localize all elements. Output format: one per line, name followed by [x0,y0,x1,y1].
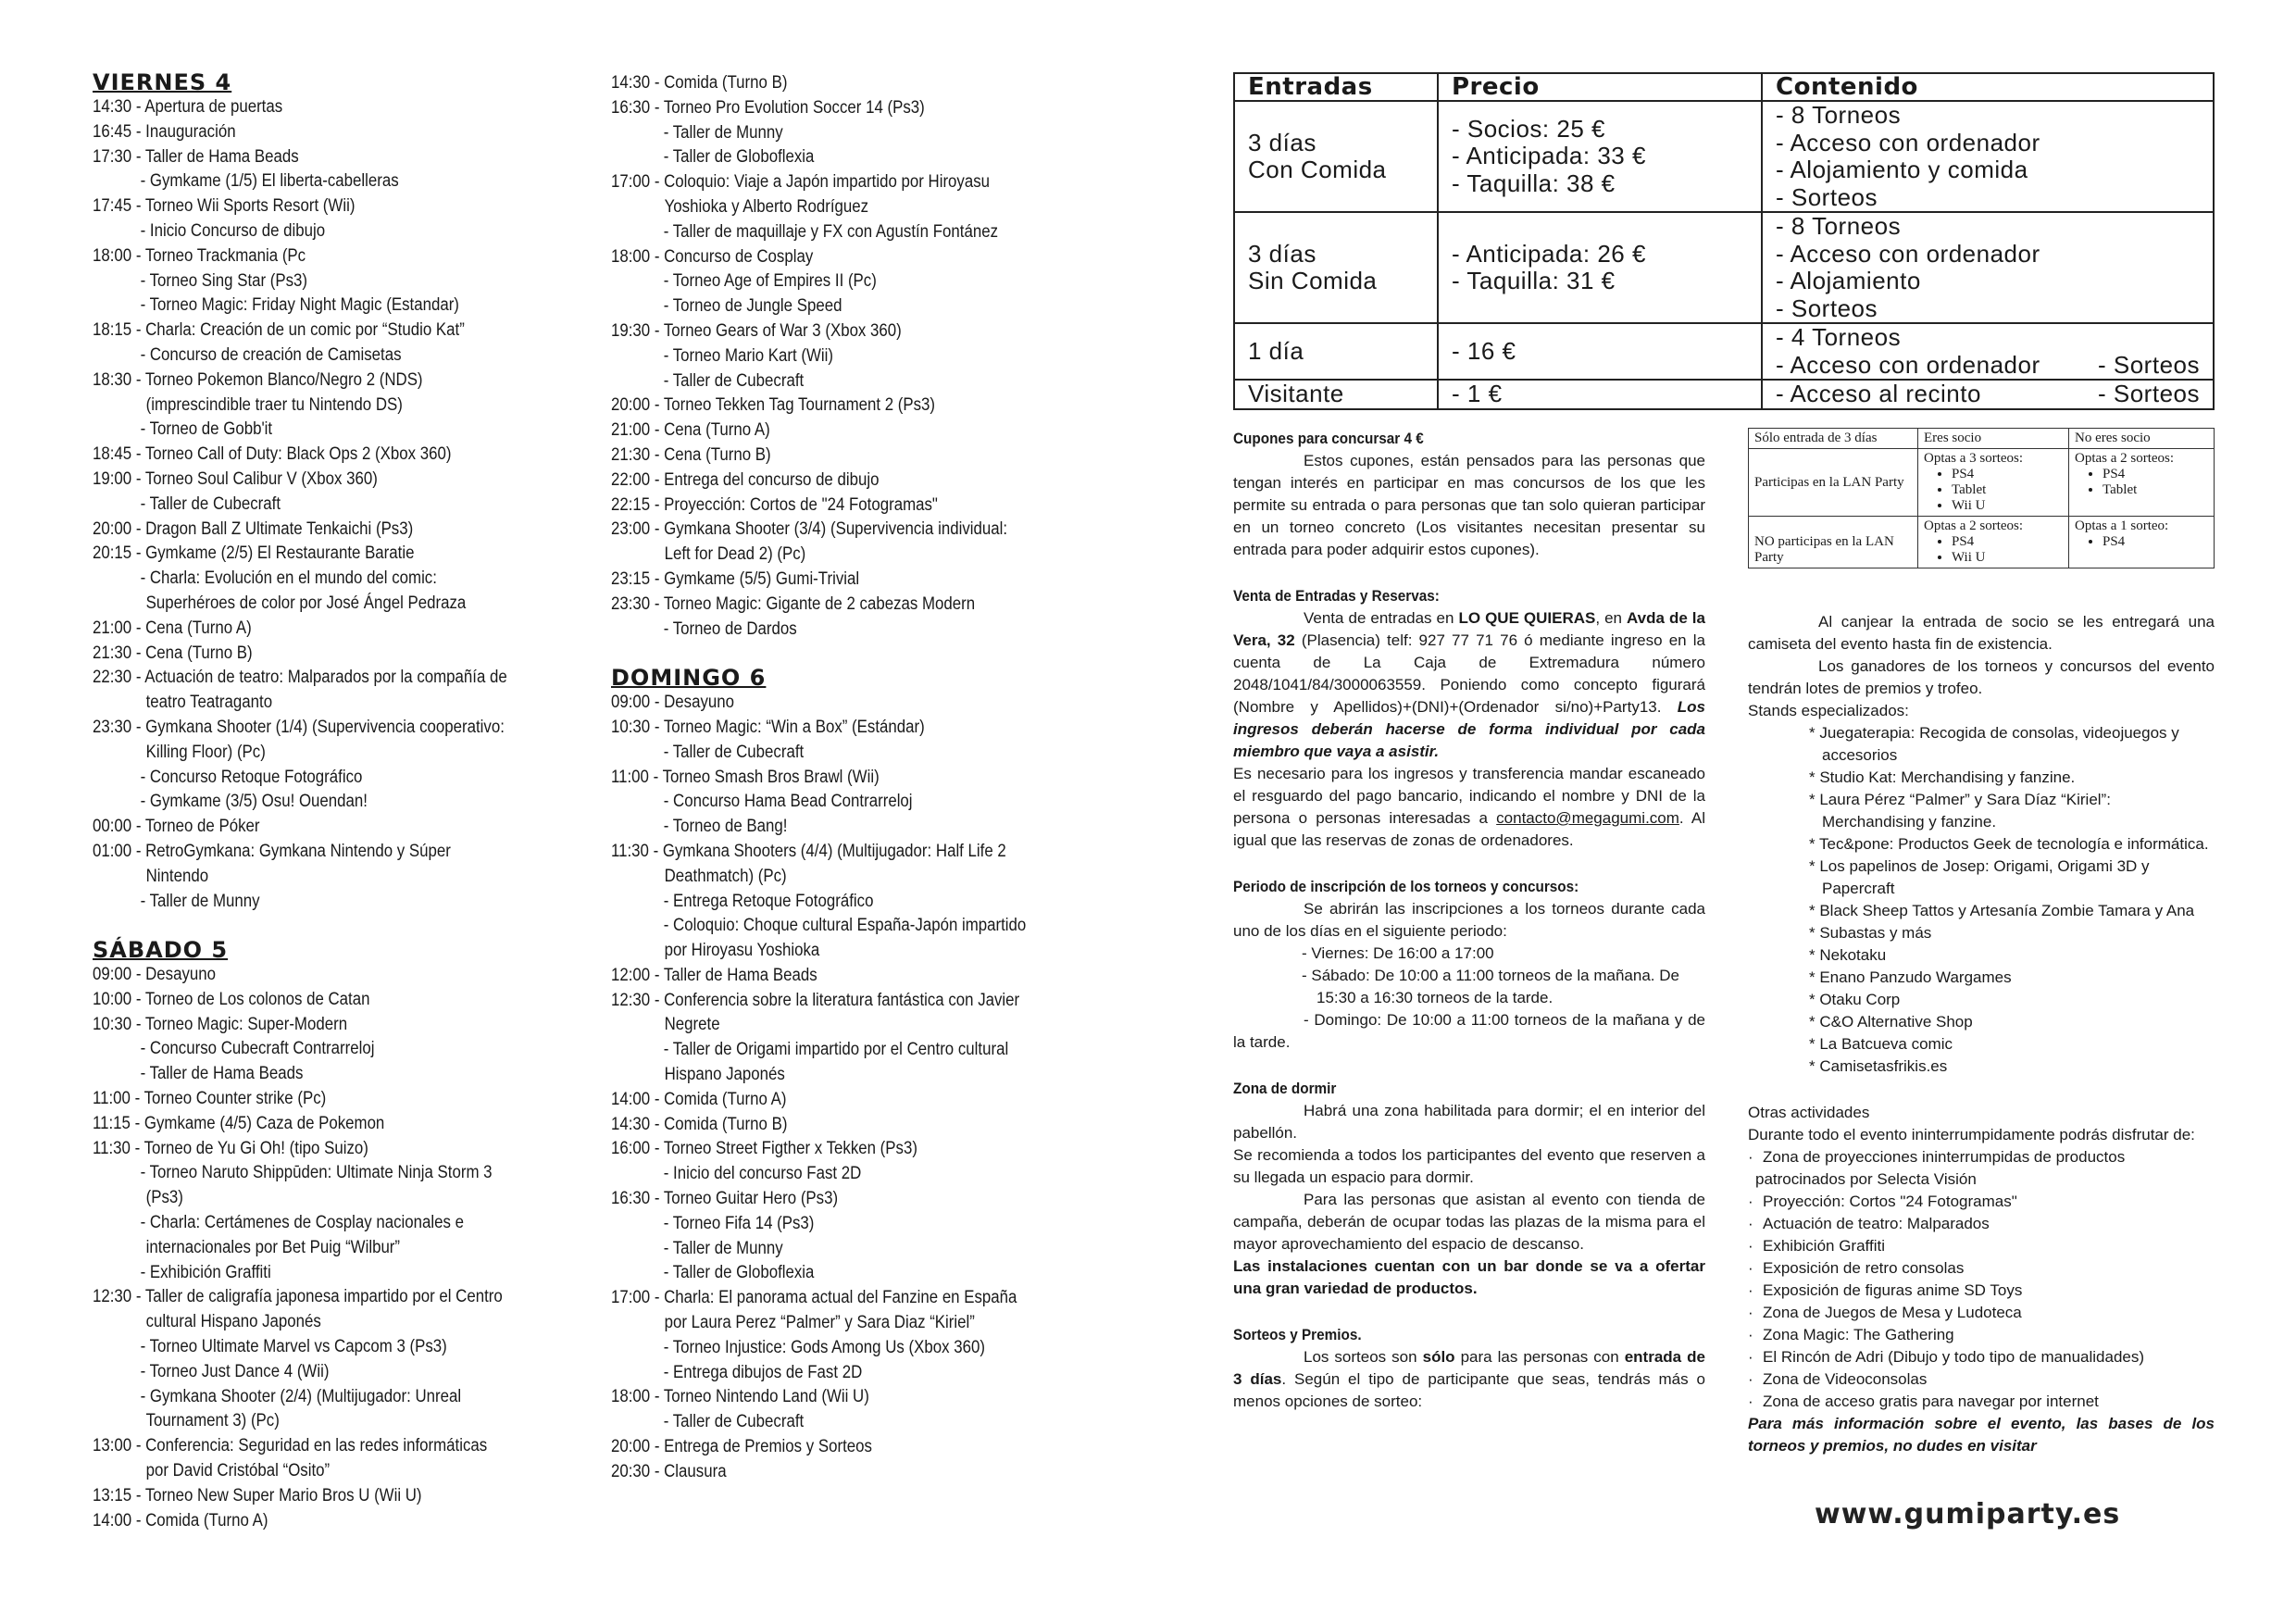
schedule-entry: teatro Teatraganto [145,692,273,713]
schedule-entry: - Taller de Globoflexia [663,146,815,168]
schedule-entry: 10:00 - Torneo de Los colonos de Catan [93,988,370,1009]
ticket-content: - 8 Torneos - Acceso con ordenador - Alojamiento y comida - Sorteos [1762,101,2214,212]
schedule-entry: - Taller de Cubecraft [663,741,805,762]
schedule-entry: 20:15 - Gymkame (2/5) El Restaurante Baratie [93,543,415,564]
sabado-schedule [93,962,593,1532]
schedule-entry: Hispano Japonés [664,1064,785,1085]
stand-item: * La Batcueva comic [1809,1035,1953,1053]
schedule-entry: - Taller de Hama Beads [140,1063,304,1084]
sorteos-title: Sorteos y Premios. [1233,1326,1362,1343]
ticket-sorteos: - Sorteos [2098,380,2200,407]
stand-item: * Laura Pérez “Palmer” y Sara Díaz “Kiriel”: Merchandising y fanzine. [1809,791,2111,831]
ticket-sorteos: - Sorteos [2098,350,2200,379]
schedule-entry: Tournament 3) (Pc) [145,1410,280,1431]
schedule-entry: 18:30 - Torneo Pokemon Blanco/Negro 2 (NDS) [93,369,423,390]
schedule-entry: - Gymkame (3/5) Osu! Ouendan! [140,791,368,812]
stand-item: * Juegaterapia: Recogida de consolas, videojuegos y accesorios [1809,724,2179,764]
schedule-entry: - Concurso Hama Bead Contrarreloj [663,791,913,812]
schedule-entry: - Torneo Ultimate Marvel vs Capcom 3 (Ps3) [140,1336,447,1357]
schedule-entry: 21:00 - Cena (Turno A) [93,617,252,638]
schedule-entry: 10:30 - Torneo Magic: Super-Modern [93,1013,348,1034]
schedule-entry: 18:15 - Charla: Creación de un comic por “Studio Kat” [93,319,465,341]
schedule-entry: - Torneo Injustice: Gods Among Us (Xbox 360) [663,1336,985,1357]
schedule-entry: 20:30 - Clausura [611,1460,727,1481]
stand-item: * Otaku Corp [1809,991,1901,1008]
schedule-entry: - Inicio Concurso de dibujo [140,219,326,241]
schedule-entry: 17:00 - Charla: El panorama actual del Fanzine en España [611,1287,1017,1308]
ticket-row [1234,212,2214,323]
ticket-content: - Acceso al recinto - Sorteos [1762,380,2214,409]
schedule-entry: 17:45 - Torneo Wii Sports Resort (Wii) [93,195,356,217]
sabado-schedule-continued [611,70,1092,641]
schedule-entry: 16:30 - Torneo Guitar Hero (Ps3) [611,1188,839,1209]
activity-item: · Zona de Videoconsolas [1748,1368,2215,1391]
schedule-entry: 19:00 - Torneo Soul Calibur V (Xbox 360) [93,468,378,489]
schedule-entry: - Coloquio: Choque cultural España-Japón impartido [663,915,1027,936]
activity-item: · Zona de proyecciones ininterrumpidas de productos patrocinados por Selecta Visión [1748,1146,2215,1191]
schedule-entry: 14:30 - Comida (Turno B) [611,1113,788,1134]
schedule-entry: - Concurso Cubecraft Contrarreloj [140,1038,375,1059]
schedule-entry: 22:30 - Actuación de teatro: Malparados por la compañía de [93,667,507,688]
ticket-type: 3 días Con Comida [1234,101,1438,212]
ticket-content: - 4 Torneos - Acceso con ordenador - Sorteos [1762,323,2214,380]
schedule-entry: (imprescindible traer tu Nintendo DS) [145,394,403,415]
schedule-entry: - Inicio del concurso Fast 2D [663,1163,862,1184]
schedule-entry: 22:00 - Entrega del concurso de dibujo [611,468,880,490]
sorteos-text: Los sorteos son sólo para las personas con entrada de 3 días. Según el tipo de participante que seas, tendrás más o menos opciones de sorteo: [1233,1348,1705,1410]
schedule-entry: 12:30 - Taller de caligrafía japonesa impartido por el Centro [93,1286,503,1307]
ticket-row [1234,101,2214,212]
schedule-entry: - Torneo Magic: Friday Night Magic (Estandar) [140,294,459,316]
schedule-entry: - Torneo Age of Empires II (Pc) [663,270,877,292]
camiseta-text: Al canjear la entrada de socio se les entregará una camiseta del evento hasta fin de existencia. [1748,613,2215,653]
stands-list [1748,722,2215,1078]
schedule-entry: Nintendo [145,865,209,886]
schedule-entry: 16:45 - Inauguración [93,120,236,142]
periodo-sabado: - Sábado: De 10:00 a 11:00 torneos de la mañana. De [1302,967,1679,984]
periodo-viernes: - Viernes: De 16:00 a 17:00 [1302,944,1494,962]
activity-item: · Proyección: Cortos "24 Fotogramas" [1748,1191,2215,1213]
footer-note: Para más información sobre el evento, las bases de los torneos y premios, no dudes en visitar [1748,1415,2215,1455]
schedule-entry: internacionales por Bet Puig “Wilbur” [145,1236,401,1257]
dormir-text-1: Habrá una zona habilitada para dormir; el en interior del pabellón. [1233,1102,1705,1142]
venta-title: Venta de Entradas y Reservas: [1233,587,1440,605]
schedule-entry: cultural Hispano Japonés [145,1311,321,1332]
stand-item: * C&O Alternative Shop [1809,1013,1973,1031]
schedule-entry: 01:00 - RetroGymkana: Gymkana Nintendo y Súper [93,840,451,861]
ticket-price: - Socios: 25 € - Anticipada: 33 € - Taquilla: 38 € [1438,101,1762,212]
schedule-entry: 16:30 - Torneo Pro Evolution Soccer 14 (Ps3) [611,96,925,118]
schedule-entry: 11:00 - Torneo Counter strike (Pc) [93,1088,327,1109]
periodo-text: Se abrirán las inscripciones a los torneos durante cada uno de los días en el siguiente periodo: [1233,900,1705,940]
domingo-schedule [611,690,1092,1484]
schedule-entry: Negrete [664,1014,720,1035]
schedule-entry: 00:00 - Torneo de Póker [93,816,260,837]
schedule-entry: 10:30 - Torneo Magic: “Win a Box” (Estándar) [611,716,925,737]
schedule-entry: - Taller de Origami impartido por el Centro cultural [663,1039,1009,1060]
website-link[interactable]: www.gumiparty.es [1815,1498,2121,1530]
schedule-entry: 18:00 - Torneo Trackmania (Pc [93,244,306,266]
schedule-entry: 21:30 - Cena (Turno B) [611,443,771,465]
activity-item: · Exhibición Graffiti [1748,1235,2215,1257]
schedule-entry: Yoshioka y Alberto Rodríguez [664,195,869,217]
schedule-entry: - Taller de Munny [663,1237,783,1258]
schedule-entry: - Taller de Cubecraft [663,369,805,391]
schedule-entry: 14:00 - Comida (Turno A) [93,1509,268,1530]
schedule-entry: 23:00 - Gymkana Shooter (3/4) (Supervivencia individual: [611,518,1008,540]
day-heading-domingo: DOMINGO 6 [611,665,767,692]
schedule-entry: 13:15 - Torneo New Super Mario Bros U (Wii U) [93,1484,422,1505]
stand-item: * Subastas y más [1809,924,1932,942]
raffle-row1-nosocio: Optas a 2 sorteos: • PS4 • Tablet [2069,449,2215,517]
schedule-entry: - Torneo Mario Kart (Wii) [663,344,833,366]
raffle-head-entrada: Sólo entrada de 3 días [1749,429,1918,449]
schedule-entry: - Charla: Certámenes de Cosplay nacionales e [140,1212,464,1233]
ganadores-text: Los ganadores de los torneos y concursos del evento tendrán lotes de premios y trofeo. [1748,657,2215,697]
viernes-schedule [93,94,593,913]
schedule-entry: Deathmatch) (Pc) [664,865,787,886]
schedule-entry: - Torneo de Jungle Speed [663,295,842,317]
dormir-bar: Las instalaciones cuentan con un bar donde se va a ofertar una gran variedad de productos. [1233,1257,1705,1297]
raffle-row2-socio: Optas a 2 sorteos: • PS4 • Wii U [1918,517,2069,568]
ticket-row [1234,323,2214,380]
schedule-entry: 11:15 - Gymkame (4/5) Caza de Pokemon [93,1112,385,1133]
dormir-text-3: Para las personas que asistan al evento con tienda de campaña, deberán de ocupar todas las plazas de la misma para el mayor aprovechamiento del espacio de descanso. [1233,1191,1705,1253]
schedule-entry: por Hiroyasu Yoshioka [664,940,820,961]
schedule-entry: 11:30 - Torneo de Yu Gi Oh! (tipo Suizo) [93,1137,368,1158]
raffle-head-nosocio: No eres socio [2069,429,2215,449]
schedule-entry: (Ps3) [145,1187,183,1208]
schedule-entry: 16:00 - Torneo Street Figther x Tekken (Ps3) [611,1138,917,1159]
ticket-type: 1 día [1234,323,1438,380]
schedule-entry: - Taller de maquillaje y FX con Agustín Fontánez [663,220,999,242]
schedule-entry: 20:00 - Dragon Ball Z Ultimate Tenkaichi (Ps3) [93,518,414,539]
schedule-entry: - Entrega dibujos de Fast 2D [663,1361,863,1382]
raffle-row2-label: NO participas en la LAN Party [1749,517,1918,568]
activity-item: · Zona de Juegos de Mesa y Ludoteca [1748,1302,2215,1324]
stand-item: * Camisetasfrikis.es [1809,1057,1948,1075]
schedule-entry: - Entrega Retoque Fotográfico [663,890,874,911]
ticket-row [1234,380,2214,409]
activity-item: · Exposición de retro consolas [1748,1257,2215,1280]
schedule-entry: 23:15 - Gymkame (5/5) Gumi-Trivial [611,568,860,589]
ticket-type: 3 días Sin Comida [1234,212,1438,323]
ticket-price: - 1 € [1438,380,1762,409]
schedule-entry: - Torneo Naruto Shippūden: Ultimate Ninja Storm 3 [140,1162,493,1183]
otras-intro: Durante todo el evento ininterrumpidamente podrás disfrutar de: [1748,1126,2195,1143]
schedule-entry: - Torneo de Bang! [663,816,788,837]
schedule-entry: 20:00 - Torneo Tekken Tag Tournament 2 (Ps3) [611,394,936,416]
ticket-price: - 16 € [1438,323,1762,380]
raffle-head-socio: Eres socio [1918,429,2069,449]
schedule-entry: Left for Dead 2) (Pc) [664,543,806,565]
schedule-entry: - Taller de Cubecraft [663,1411,805,1432]
schedule-entry: Killing Floor) (Pc) [145,741,266,762]
schedule-entry: 23:30 - Torneo Magic: Gigante de 2 cabezas Modern [611,593,976,614]
schedule-entry: - Torneo de Gobb'it [140,418,273,440]
schedule-entry: - Gymkame (1/5) El liberta-cabelleras [140,170,399,192]
stand-item: * Studio Kat: Merchandising y fanzine. [1809,768,2076,786]
stands-title: Stands especializados: [1748,702,1909,719]
stand-item: * Enano Panzudo Wargames [1809,968,2012,986]
schedule-entry: - Concurso Retoque Fotográfico [140,766,363,787]
otras-title: Otras actividades [1748,1104,1870,1121]
raffle-row2-nosocio: Optas a 1 sorteo: • PS4 [2069,517,2215,568]
day-heading-viernes: VIERNES 4 [93,69,232,95]
schedule-entry: 14:00 - Comida (Turno A) [611,1088,787,1109]
info-column [1233,428,1705,1413]
venta-text-2: Es necesario para los ingresos y transferencia mandar escaneado el resguardo del pago bancario, indicando el nombre y DNI de la persona o personas interesadas a contacto@megagumi.com. Al igual que las reservas de zonas de ordenadores. [1233,765,1706,849]
activities-list [1748,1146,2215,1413]
schedule-entry: - Charla: Evolución en el mundo del comic: [140,568,437,589]
schedule-entry: 12:00 - Taller de Hama Beads [611,964,817,985]
schedule-column-2 [611,70,1092,1484]
schedule-entry: 21:00 - Cena (Turno A) [611,419,770,441]
raffle-row1-socio: Optas a 3 sorteos: • PS4 • Tablet • Wii U [1918,449,2069,517]
schedule-entry: 11:00 - Torneo Smash Bros Brawl (Wii) [611,766,880,787]
periodo-sabado-2: 15:30 a 16:30 torneos de la tarde. [1316,989,1554,1006]
schedule-entry: - Torneo Just Dance 4 (Wii) [140,1360,330,1381]
schedule-entry: 12:30 - Conferencia sobre la literatura fantástica con Javier [611,989,1020,1010]
stand-item: * Tec&pone: Productos Geek de tecnología e informática. [1809,835,2209,853]
ticket-price-table [1233,72,2215,410]
ticket-type: Visitante [1234,380,1438,409]
day-heading-sabado: SÁBADO 5 [93,937,229,964]
schedule-entry: 19:30 - Torneo Gears of War 3 (Xbox 360) [611,319,902,341]
stand-item: * Nekotaku [1809,946,1887,964]
schedule-entry: 18:00 - Torneo Nintendo Land (Wii U) [611,1386,869,1407]
schedule-entry: 09:00 - Desayuno [611,692,735,713]
schedule-entry: por Laura Perez “Palmer” y Sara Diaz “Kiriel” [664,1312,975,1333]
schedule-entry: - Taller de Globoflexia [663,1262,815,1283]
activity-item: · El Rincón de Adri (Dibujo y todo tipo de manualidades) [1748,1346,2215,1368]
schedule-entry: - Torneo Fifa 14 (Ps3) [663,1212,815,1233]
schedule-entry: 18:45 - Torneo Call of Duty: Black Ops 2 (Xbox 360) [93,443,452,465]
schedule-entry: - Taller de Munny [140,890,260,911]
schedule-column-1 [93,70,593,1532]
periodo-title: Periodo de inscripción de los torneos y concursos: [1233,878,1579,895]
raffle-table [1748,428,2215,568]
stand-item: * Black Sheep Tattos y Artesanía Zombie Tamara y Ana [1809,902,2195,919]
schedule-entry: por David Cristóbal “Osito” [145,1460,331,1481]
schedule-entry: 14:30 - Comida (Turno B) [611,72,788,93]
contact-email-link[interactable]: contacto@megagumi.com [1496,809,1679,827]
activity-item: · Actuación de teatro: Malparados [1748,1213,2215,1235]
periodo-domingo: - Domingo: De 10:00 a 11:00 torneos de la mañana y de la tarde. [1233,1011,1705,1051]
raffle-row1-label: Participas en la LAN Party [1749,449,1918,517]
schedule-entry: - Taller de Munny [663,121,783,143]
venta-text: Venta de entradas en LO QUE QUIERAS, en Avda de la Vera, 32 (Plasencia) telf: 927 77 71 76 ó mediante ingreso en la cuenta de La Caja de Extremadura número 2048/1041/84/3000063559. Poniendo como concepto figurará (Nombre y Apellidos)+(DNI)+(Ordenador si/no)+Party13. Los ingresos deberán hacerse de forma individual por cada miembro que vaya a asistir. [1233,609,1706,760]
stand-item: * Los papelinos de Josep: Origami, Origami 3D y Papercraft [1809,857,2150,897]
schedule-entry: 17:30 - Taller de Hama Beads [93,145,299,167]
ticket-table-header [1234,73,2214,101]
schedule-entry: 22:15 - Proyección: Cortos de "24 Fotogramas" [611,493,938,515]
header-entradas: Entradas [1234,73,1438,101]
schedule-entry: 20:00 - Entrega de Premios y Sorteos [611,1436,872,1457]
schedule-entry: - Exhibición Graffiti [140,1261,271,1282]
activity-item: · Exposición de figuras anime SD Toys [1748,1280,2215,1302]
schedule-entry: 17:00 - Coloquio: Viaje a Japón impartido por Hiroyasu [611,171,991,193]
schedule-entry: 11:30 - Gymkana Shooters (4/4) (Multijugador: Half Life 2 [611,840,1006,861]
schedule-entry: 13:00 - Conferencia: Seguridad en las redes informáticas [93,1435,488,1456]
extra-info-column [1748,611,2215,1457]
schedule-entry: 09:00 - Desayuno [93,964,217,985]
schedule-entry: 18:00 - Concurso de Cosplay [611,245,814,267]
header-precio: Precio [1438,73,1762,101]
activity-item: · Zona de acceso gratis para navegar por internet [1748,1391,2215,1413]
cupones-title: Cupones para concursar 4 € [1233,430,1424,447]
header-contenido: Contenido [1762,73,2214,101]
schedule-entry: 23:30 - Gymkana Shooter (1/4) (Supervivencia cooperativo: [93,716,505,737]
schedule-entry: - Torneo de Dardos [663,618,797,639]
cupones-text: Estos cupones, están pensados para las personas que tengan interés en participar en mas concursos de los que les permite su entrada o para personas que tan solo quieran participar en un torneo concreto (Los visitantes necesitan presentar su entrada para poder adquirir estos cupones). [1233,452,1705,558]
schedule-entry: 21:30 - Cena (Turno B) [93,642,253,663]
schedule-entry: - Concurso de creación de Camisetas [140,344,402,365]
schedule-entry: - Gymkana Shooter (2/4) (Multijugador: Unreal [140,1385,462,1406]
schedule-entry: 14:30 - Apertura de puertas [93,96,283,117]
dormir-title: Zona de dormir [1233,1080,1337,1097]
schedule-entry: - Taller de Cubecraft [140,493,281,514]
schedule-entry: Superhéroes de color por José Ángel Pedraza [145,592,467,613]
schedule-entry: - Torneo Sing Star (Ps3) [140,269,308,291]
activity-item: · Zona Magic: The Gathering [1748,1324,2215,1346]
ticket-price: - Anticipada: 26 € - Taquilla: 31 € [1438,212,1762,323]
dormir-text-2: Se recomienda a todos los participantes del evento que reserven a su llegada un espacio para dormir. [1233,1146,1705,1186]
ticket-content: - 8 Torneos - Acceso con ordenador - Alojamiento - Sorteos [1762,212,2214,323]
